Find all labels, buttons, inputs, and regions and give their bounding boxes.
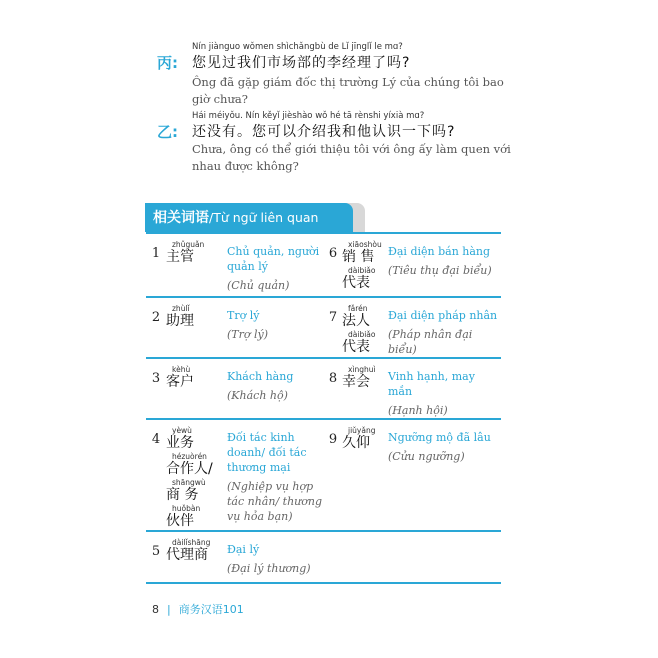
vocab-pinyin: kèhù xyxy=(172,365,191,374)
vocab-pinyin: zhǔguǎn xyxy=(172,240,205,249)
vocab-meaning: Đối tác kinh doanh/ đối tác thương mại xyxy=(227,431,307,474)
vocab-hanzi: 销 售 xyxy=(342,249,375,265)
table-row xyxy=(146,297,501,358)
vocab-word xyxy=(166,478,227,504)
table-row xyxy=(146,358,501,419)
footer-separator: | xyxy=(167,603,171,616)
vocab-number xyxy=(324,531,342,583)
vocab-number: 5 xyxy=(146,531,166,583)
vocab-hanzi: 主管 xyxy=(166,249,194,265)
vocab-pinyin: dàibiǎo xyxy=(348,330,376,339)
vocab-literal: (Nghiệp vụ hợp tác nhân/ thương vụ hỏa bạn) xyxy=(227,480,322,523)
vocab-word-cell xyxy=(342,358,388,419)
dialogue-line-1 xyxy=(157,42,520,112)
vocab-word-cell xyxy=(342,419,388,531)
vocabulary-table xyxy=(146,232,501,584)
dialogue-line-2 xyxy=(157,111,520,181)
vocab-word-cell xyxy=(166,419,227,531)
vocab-word xyxy=(166,304,227,330)
vocab-number: 8 xyxy=(324,358,342,419)
section-header xyxy=(145,203,365,232)
vocab-literal: (Tiêu thụ đại biểu) xyxy=(388,264,492,277)
vocab-pinyin: shāngwù xyxy=(172,478,206,487)
vocab-meaning-cell xyxy=(227,233,324,297)
vocab-hanzi: 助理 xyxy=(166,313,194,329)
vocab-word-cell xyxy=(342,297,388,358)
section-title-zh: 相关词语 xyxy=(153,210,209,226)
vocab-pinyin: yèwù xyxy=(172,426,192,435)
vocab-meaning: Đại diện bán hàng xyxy=(388,245,491,258)
vocab-word-cell xyxy=(166,358,227,419)
vocab-hanzi: 久仰 xyxy=(342,435,370,451)
vocab-literal: (Hạnh hội) xyxy=(388,404,448,417)
book-title: 商务汉语101 xyxy=(178,603,244,616)
vocab-hanzi: 伙伴 xyxy=(166,513,194,529)
vocab-word xyxy=(166,365,227,391)
vocab-meaning-cell xyxy=(227,358,324,419)
vocab-meaning: Vinh hạnh, may mắn xyxy=(388,370,475,398)
vocab-meaning: Trợ lý xyxy=(227,309,260,322)
vocab-pinyin: xiāoshòu xyxy=(348,240,382,249)
vocab-meaning: Đại diện pháp nhân xyxy=(388,309,498,322)
vocab-meaning: Chủ quản, người quản lý xyxy=(227,245,320,273)
vocab-number: 1 xyxy=(146,233,166,297)
vocab-word xyxy=(342,240,388,266)
vocab-word xyxy=(342,426,388,452)
vocab-word-cell xyxy=(342,531,388,583)
vocab-meaning-cell xyxy=(388,531,501,583)
vocab-literal: (Đại lý thương) xyxy=(227,562,311,575)
table-row xyxy=(146,419,501,531)
vocab-pinyin: zhùlǐ xyxy=(172,304,190,313)
dialogue-pinyin: Nín jiànguo wǒmen shìchǎngbù de Lǐ jīnglǐ le mɑ? xyxy=(192,42,403,52)
page-number: 8 xyxy=(152,603,159,616)
section-title-vi: /Từ ngữ liên quan xyxy=(209,210,319,225)
vocab-meaning-cell xyxy=(388,358,501,419)
vocab-hanzi: 幸会 xyxy=(342,374,370,390)
table-row xyxy=(146,233,501,297)
vocab-meaning-cell xyxy=(227,297,324,358)
vocab-word xyxy=(166,538,227,564)
vocab-literal: (Pháp nhân đại biểu) xyxy=(388,328,473,356)
vocab-meaning: Khách hàng xyxy=(227,370,294,383)
vocab-word xyxy=(166,240,227,266)
vocab-hanzi: 商 务 xyxy=(166,487,199,503)
vocab-pinyin: huǒbàn xyxy=(172,504,201,513)
vocab-word xyxy=(342,304,388,330)
vocab-word xyxy=(342,365,388,391)
vocab-pinyin: xìnghuì xyxy=(348,365,376,374)
vocab-meaning-cell xyxy=(388,233,501,297)
vocab-number: 3 xyxy=(146,358,166,419)
vocab-word-cell xyxy=(342,233,388,297)
vocab-word xyxy=(166,504,227,530)
vocab-number: 6 xyxy=(324,233,342,297)
vocab-word xyxy=(166,426,227,452)
vocab-pinyin: hézuòrén xyxy=(172,452,207,461)
vocab-meaning-cell xyxy=(388,419,501,531)
vocab-pinyin: fǎrén xyxy=(348,304,368,313)
vocab-literal: (Khách hộ) xyxy=(227,389,288,402)
vocab-pinyin: jiǔyǎng xyxy=(348,426,376,435)
speaker-label: 丙: xyxy=(157,54,178,72)
table-row xyxy=(146,531,501,583)
vocab-word-cell xyxy=(166,297,227,358)
vocab-meaning-cell xyxy=(227,419,324,531)
vocab-meaning: Đại lý xyxy=(227,543,260,556)
vocab-literal: (Chủ quản) xyxy=(227,279,290,292)
vocab-word-cell xyxy=(166,531,227,583)
vocab-hanzi: 业务 xyxy=(166,435,194,451)
vocab-word xyxy=(342,266,388,292)
vocab-hanzi: 代表 xyxy=(342,275,370,291)
vocab-meaning-cell xyxy=(227,531,324,583)
vocab-hanzi: 法人 xyxy=(342,313,370,329)
vocab-hanzi: 合作人/ xyxy=(166,461,213,477)
vocab-meaning-cell xyxy=(388,297,501,358)
vocab-hanzi: 代理商 xyxy=(166,547,208,563)
vocab-word xyxy=(342,330,388,356)
dialogue-translation: Chưa, ông có thể giới thiệu tôi với ông ấy làm quen với nhau được không? xyxy=(192,142,511,173)
vocab-hanzi: 代表 xyxy=(342,339,370,355)
vocab-hanzi: 客户 xyxy=(166,374,194,390)
vocab-word-cell xyxy=(166,233,227,297)
dialogue-hanzi: 还没有。您可以介绍我和他认识一下吗? xyxy=(192,124,456,140)
vocab-meaning: Ngưỡng mộ đã lâu xyxy=(388,431,491,444)
vocab-literal: (Trợ lý) xyxy=(227,328,269,341)
dialogue-translation: Ông đã gặp giám đốc thị trường Lý của chúng tôi bao giờ chưa? xyxy=(192,75,504,106)
page-footer xyxy=(152,601,244,617)
vocab-pinyin: dàibiǎo xyxy=(348,266,376,275)
vocab-number: 9 xyxy=(324,419,342,531)
vocab-number: 7 xyxy=(324,297,342,358)
dialogue-hanzi: 您见过我们市场部的李经理了吗? xyxy=(192,55,411,71)
dialogue-pinyin: Hái méiyǒu. Nín kěyǐ jièshào wǒ hé tā rènshi yíxià mɑ? xyxy=(192,111,425,121)
vocab-number: 2 xyxy=(146,297,166,358)
vocab-word xyxy=(166,452,227,478)
speaker-label: 乙: xyxy=(157,123,178,141)
vocab-number: 4 xyxy=(146,419,166,531)
vocab-pinyin: dàilǐshāng xyxy=(172,538,211,547)
vocab-literal: (Cửu ngưỡng) xyxy=(388,450,465,463)
section-title xyxy=(145,203,353,232)
